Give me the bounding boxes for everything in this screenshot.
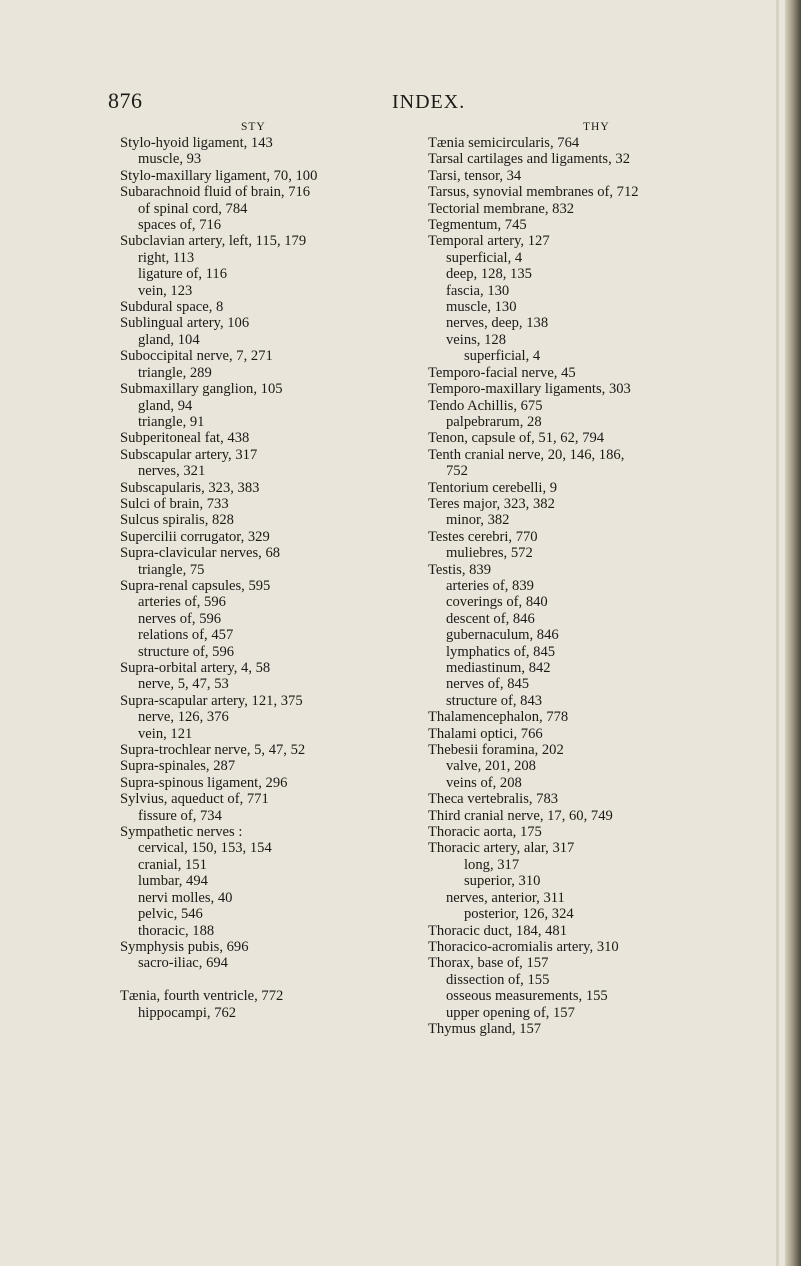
index-subentry: muscle, 93 — [138, 151, 202, 168]
index-subentry: ligature of, 116 — [138, 266, 228, 283]
index-subentry: cranial, 151 — [138, 856, 207, 873]
index-entry: Testes cerebri, 770 — [428, 528, 538, 545]
index-subentry: fascia, 130 — [446, 282, 510, 299]
index-subentry: thoracic, 188 — [138, 922, 215, 939]
index-entry: Tarsal cartilages and ligaments, 32 — [428, 151, 631, 168]
index-subentry: descent of, 846 — [446, 610, 535, 627]
index-subentry: nerve, 5, 47, 53 — [138, 676, 229, 693]
index-entry: Suboccipital nerve, 7, 271 — [120, 348, 273, 365]
index-subentry: veins, 128 — [446, 331, 506, 348]
index-entry: Tænia semicircularis, 764 — [428, 135, 580, 151]
index-entry: Subscapular artery, 317 — [120, 446, 258, 463]
index-subentry: nerves of, 845 — [446, 676, 530, 693]
index-subentry: posterior, 126, 324 — [464, 906, 574, 923]
index-subentry: mediastinum, 842 — [446, 660, 551, 676]
index-entry: Tarsus, synovial membranes of, 712 — [428, 184, 639, 201]
index-subentry: nerves of, 596 — [138, 610, 222, 627]
index-subentry: dissection of, 155 — [446, 971, 550, 988]
index-entry: Thymus gland, 157 — [428, 1020, 542, 1037]
index-subentry: nerves, deep, 138 — [446, 315, 549, 332]
index-subentry: superficial, 4 — [464, 348, 541, 365]
index-subentry: cervical, 150, 153, 154 — [138, 840, 272, 857]
index-entry: Tenon, capsule of, 51, 62, 794 — [428, 430, 605, 447]
index-subentry: gland, 104 — [138, 331, 200, 348]
index-entry: Sylvius, aqueduct of, 771 — [120, 791, 269, 808]
index-entry: Temporo-maxillary ligaments, 303 — [428, 381, 631, 398]
index-subentry: triangle, 91 — [138, 413, 205, 430]
index-subentry: arteries of, 839 — [446, 577, 534, 594]
index-entry: Tentorium cerebelli, 9 — [428, 479, 558, 496]
column-head-right: THY — [583, 121, 610, 133]
index-subentry: structure of, 596 — [138, 643, 235, 660]
page-number: 876 — [108, 88, 143, 113]
column-head-left: STY — [241, 121, 266, 133]
index-subentry: of spinal cord, 784 — [138, 200, 248, 217]
index-entry: Thoracic artery, alar, 317 — [428, 840, 575, 857]
index-entry: Subscapularis, 323, 383 — [120, 479, 260, 496]
index-entry: Supra-orbital artery, 4, 58 — [120, 660, 271, 676]
index-entry: Sublingual artery, 106 — [120, 315, 250, 332]
index-subentry: nervi molles, 40 — [138, 889, 233, 906]
page-edge-shadow — [785, 0, 801, 1266]
index-subentry: muscle, 130 — [446, 299, 517, 316]
index-subentry: vein, 123 — [138, 282, 193, 299]
index-subentry: hippocampi, 762 — [138, 1004, 237, 1021]
index-subentry: 752 — [446, 463, 468, 480]
index-subentry: arteries of, 596 — [138, 594, 226, 611]
index-subentry: long, 317 — [464, 856, 520, 873]
index-entry: Symphysis pubis, 696 — [120, 938, 249, 955]
index-entry: Supra-trochlear nerve, 5, 47, 52 — [120, 742, 306, 759]
index-entry: Tænia, fourth ventricle, 772 — [120, 988, 284, 1005]
index-subentry: coverings of, 840 — [446, 594, 548, 611]
index-subentry: relations of, 457 — [138, 627, 234, 644]
index-entry: Tarsi, tensor, 34 — [428, 167, 522, 184]
index-subentry: lumbar, 494 — [138, 873, 208, 890]
index-entry: Tegmentum, 745 — [428, 217, 527, 234]
index-subentry: osseous measurements, 155 — [446, 988, 608, 1005]
index-entry: Supra-spinous ligament, 296 — [120, 774, 288, 791]
index-entry: Theca vertebralis, 783 — [428, 791, 559, 808]
index-subentry: deep, 128, 135 — [446, 266, 532, 283]
running-head: INDEX. — [392, 91, 466, 113]
index-subentry: muliebres, 572 — [446, 545, 533, 562]
index-entry: Temporal artery, 127 — [428, 233, 550, 250]
index-subentry: valve, 201, 208 — [446, 758, 536, 775]
index-entry: Supercilii corrugator, 329 — [120, 528, 270, 545]
index-entry: Sympathetic nerves : — [120, 824, 243, 841]
index-subentry: vein, 121 — [138, 725, 193, 742]
index-entry: Sulcus spiralis, 828 — [120, 512, 234, 529]
index-subentry: nerve, 126, 376 — [138, 709, 229, 726]
index-subentry: triangle, 75 — [138, 561, 205, 578]
index-entry: Stylo-hyoid ligament, 143 — [120, 135, 273, 151]
index-subentry: right, 113 — [138, 249, 195, 266]
index-entry: Thoracic duct, 184, 481 — [428, 922, 568, 939]
index-entry: Subperitoneal fat, 438 — [120, 430, 250, 447]
index-entry: Subclavian artery, left, 115, 179 — [120, 233, 307, 250]
index-entry: Sulci of brain, 733 — [120, 495, 229, 512]
index-entry: Supra-clavicular nerves, 68 — [120, 545, 281, 562]
index-subentry: pelvic, 546 — [138, 906, 203, 923]
index-entry: Stylo-maxillary ligament, 70, 100 — [120, 167, 318, 184]
index-entry: Testis, 839 — [428, 561, 492, 578]
index-entry: Thebesii foramina, 202 — [428, 742, 564, 759]
index-entry: Temporo-facial nerve, 45 — [428, 364, 576, 381]
index-subentry: structure of, 843 — [446, 692, 543, 709]
index-subentry: upper opening of, 157 — [446, 1004, 575, 1021]
index-subentry: triangle, 289 — [138, 364, 212, 381]
index-subentry: palpebrarum, 28 — [446, 413, 542, 430]
index-entry: Tenth cranial nerve, 20, 146, 186, — [428, 446, 625, 463]
index-subentry: gland, 94 — [138, 397, 193, 414]
index-subentry: nerves, anterior, 311 — [446, 889, 565, 906]
index-entry: Submaxillary ganglion, 105 — [120, 381, 283, 398]
index-entry: Subarachnoid fluid of brain, 716 — [120, 184, 311, 201]
index-entry: Thoracico-acromialis artery, 310 — [428, 938, 619, 955]
index-subentry: minor, 382 — [446, 512, 510, 529]
index-entry: Supra-scapular artery, 121, 375 — [120, 692, 303, 709]
index-subentry: veins of, 208 — [446, 774, 522, 791]
index-entry: Thorax, base of, 157 — [428, 955, 549, 972]
index-column-left — [120, 135, 392, 1021]
index-column-right — [428, 135, 786, 1037]
index-subentry: spaces of, 716 — [138, 217, 222, 234]
index-entry: Supra-spinales, 287 — [120, 758, 236, 775]
index-subentry: superior, 310 — [464, 873, 541, 890]
index-entry: Thoracic aorta, 175 — [428, 824, 542, 841]
index-subentry: superficial, 4 — [446, 249, 523, 266]
index-entry: Subdural space, 8 — [120, 299, 224, 316]
index-entry: Supra-renal capsules, 595 — [120, 577, 271, 594]
index-entry: Thalami optici, 766 — [428, 725, 543, 742]
index-subentry: nerves, 321 — [138, 463, 206, 480]
index-entry: Tectorial membrane, 832 — [428, 200, 575, 217]
index-subentry: fissure of, 734 — [138, 807, 222, 824]
index-entry: Teres major, 323, 382 — [428, 495, 555, 512]
index-entry: Third cranial nerve, 17, 60, 749 — [428, 807, 613, 824]
index-entry: Thalamencephalon, 778 — [428, 709, 569, 726]
index-subentry: gubernaculum, 846 — [446, 627, 559, 644]
index-subentry: lymphatics of, 845 — [446, 643, 556, 660]
index-entry: Tendo Achillis, 675 — [428, 397, 543, 414]
index-subentry: sacro-iliac, 694 — [138, 955, 228, 972]
